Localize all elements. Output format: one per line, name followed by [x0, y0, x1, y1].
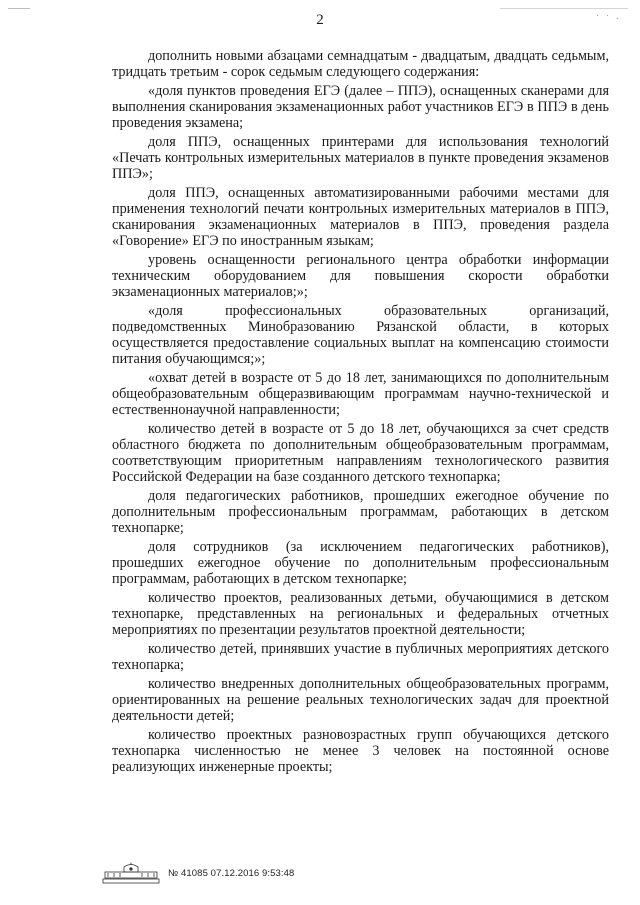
- paragraph: доля педагогических работников, прошедших ежегодное обучение по дополнительным профессиональным программам, работающих в детском технопарке;: [112, 487, 609, 536]
- paragraph: уровень оснащенности регионального центра обработки информации техническим оборудованием для повышения скорости обработки экзаменационных материалов;»;: [112, 252, 609, 300]
- paragraph: количество проектов, реализованных детьми, обучающимися в детском технопарке, представленных на региональных и федеральных отчетных мероприятиях по презентации результатов проектной деятельности;: [112, 589, 609, 638]
- paragraph: количество детей в возрасте от 5 до 18 лет, обучающихся за счет средств областного бюджета по дополнительным общеобразовательным программам, соответствующим приоритетным направлениям технологического развития Российской Федерации на базе созданного детского технопарка;: [112, 421, 609, 485]
- document-registration-stamp: № 41085 07.12.2016 9:53:48: [168, 867, 295, 879]
- paragraph: доля ППЭ, оснащенных автоматизированными рабочими местами для применения технологий печати контрольных измерительных материалов в ППЭ, сканирования экзаменационных материалов в ППЭ, проведения раздела «Говорение» ЕГЭ по иностранным языкам;: [112, 185, 609, 249]
- paragraph: «доля профессиональных образовательных организаций, подведомственных Минобразованию Рязанской области, в которых осуществляется предоставление социальных выплат на компенсацию стоимости питания обучающимся;»;: [112, 303, 609, 367]
- coat-of-arms-seal-icon: [102, 862, 160, 884]
- paragraph: доля ППЭ, оснащенных принтерами для использования технологий «Печать контрольных измерительных материалов в пункте проведения экзаменов ППЭ»;: [112, 134, 609, 182]
- paragraph: количество детей, принявших участие в публичных мероприятиях детского технопарка;: [112, 640, 609, 673]
- scan-artifact-dots: ˙ ˙ ·: [596, 14, 621, 25]
- paragraph: «охват детей в возрасте от 5 до 18 лет, занимающихся по дополнительным общеобразовательным общеразвивающим программам научно-технической и естественнонаучной направленности;: [112, 370, 609, 418]
- paragraph: «доля пунктов проведения ЕГЭ (далее – ППЭ), оснащенных сканерами для выполнения сканирования экзаменационных работ участников ЕГЭ в ППЭ в день проведения экзамена;: [112, 83, 609, 131]
- document-footer: [102, 862, 294, 884]
- scan-artifact-line: [8, 8, 30, 9]
- paragraph: доля сотрудников (за исключением педагогических работников), прошедших ежегодное обучение по дополнительным профессиональным программам, работающих в детском технопарке;: [112, 538, 609, 587]
- page-number: 2: [316, 12, 324, 28]
- document-body: [112, 49, 609, 779]
- scan-artifact-line: [500, 8, 628, 9]
- paragraph: количество внедренных дополнительных общеобразовательных программ, ориентированных на решение реальных технологических задач для проектной деятельности детей;: [112, 676, 609, 724]
- paragraph: дополнить новыми абзацами семнадцатым - двадцатым, двадцать седьмым, тридцать третьим - сорок седьмым следующего содержания:: [112, 48, 609, 80]
- paragraph: количество проектных разновозрастных групп обучающихся детского технопарка численностью не менее 3 человек на постоянной основе реализующих инженерные проекты;: [112, 727, 609, 775]
